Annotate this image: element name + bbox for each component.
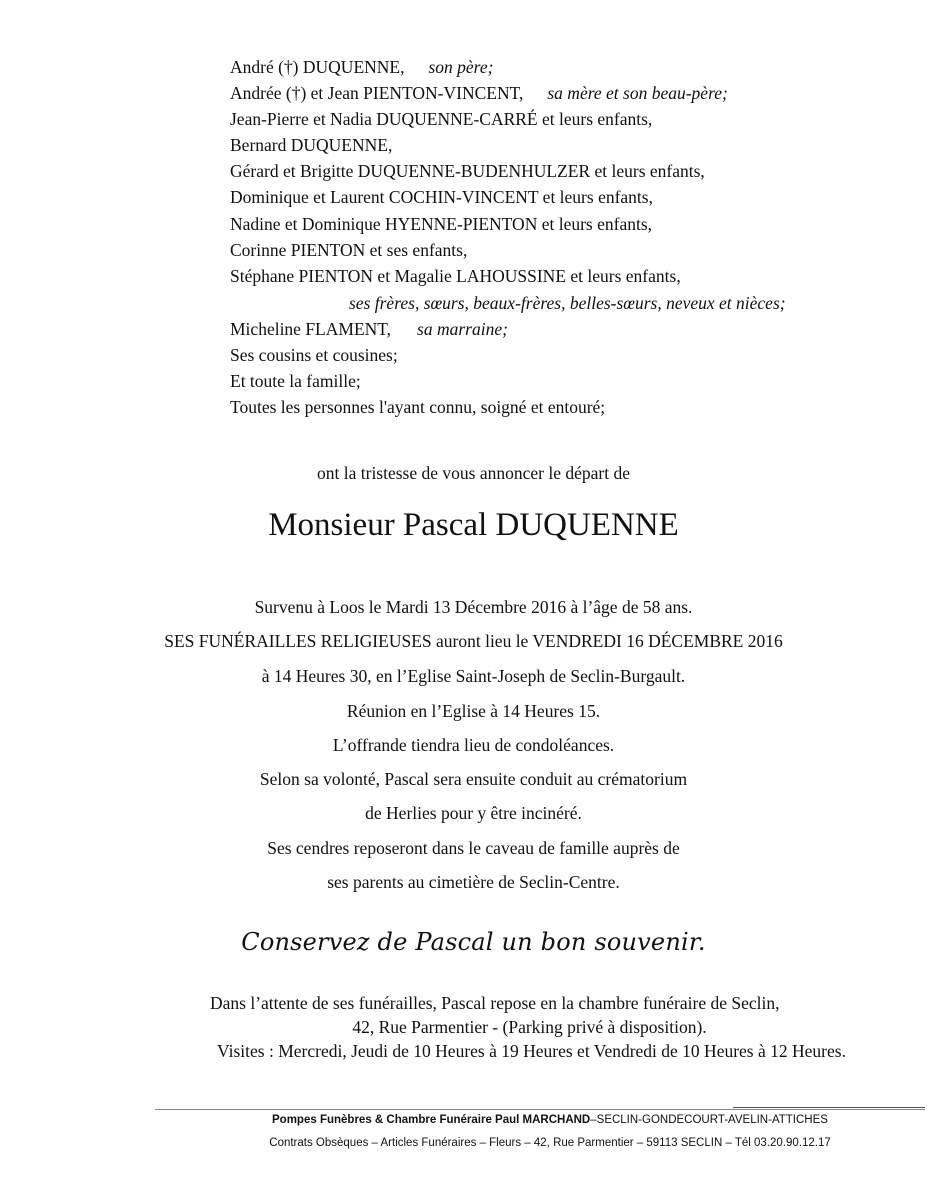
detail-line: Selon sa volonté, Pascal sera ensuite conduit au crématorium bbox=[259, 769, 688, 789]
detail-line: de Herlies pour y être incinéré. bbox=[365, 803, 582, 823]
announcement: ont la tristesse de vous annoncer le départ de bbox=[317, 463, 630, 483]
detail-line: ses parents au cimetière de Seclin-Centre. bbox=[327, 872, 620, 892]
detail-line: SES FUNÉRAILLES RELIGIEUSES auront lieu le VENDREDI 16 DÉCEMBRE 2016 bbox=[164, 631, 783, 651]
detail-line: Survenu à Loos le Mardi 13 Décembre 2016 à l’âge de 58 ans. bbox=[254, 597, 693, 617]
family-line: Dominique et Laurent COCHIN-VINCENT et leurs enfants, bbox=[230, 187, 653, 207]
footer-contact-line: Contrats Obsèques – Articles Funéraires – Fleurs – 42, Rue Parmentier – 59113 SECLIN – Tél 03.20.90.12.17 bbox=[269, 1137, 831, 1149]
family-line: Toutes les personnes l'ayant connu, soigné et entouré; bbox=[230, 397, 606, 417]
footer-company-line bbox=[0, 1114, 947, 1126]
family-line: Micheline FLAMENT, sa marraine; bbox=[230, 319, 508, 339]
family-line: Bernard DUQUENNE, bbox=[230, 135, 393, 155]
company-towns: –SECLIN-GONDECOURT-AVELIN-ATTICHES bbox=[590, 1114, 828, 1126]
visit-line: Dans l’attente de ses funérailles, Pascal repose en la chambre funéraire de Seclin, bbox=[210, 993, 780, 1013]
visit-line: 42, Rue Parmentier - (Parking privé à disposition). bbox=[352, 1017, 707, 1037]
detail-line: L’offrande tiendra lieu de condoléances. bbox=[332, 735, 615, 755]
visit-line: Visites : Mercredi, Jeudi de 10 Heures à 19 Heures et Vendredi de 10 Heures à 12 Heures. bbox=[217, 1041, 846, 1061]
family-line: Jean-Pierre et Nadia DUQUENNE-CARRÉ et leurs enfants, bbox=[230, 109, 653, 129]
family-line: Ses cousins et cousines; bbox=[230, 345, 398, 365]
family-line: Andrée (†) et Jean PIENTON-VINCENT, sa mère et son beau-père; bbox=[230, 83, 728, 103]
detail-line: Ses cendres reposeront dans le caveau de famille auprès de bbox=[267, 838, 680, 858]
footer-rule bbox=[155, 1109, 925, 1110]
company-name: Pompes Funèbres & Chambre Funéraire Paul MARCHAND bbox=[272, 1114, 591, 1126]
footer-rule-accent bbox=[733, 1107, 925, 1108]
family-line: Et toute la famille; bbox=[230, 371, 361, 391]
family-line: Corinne PIENTON et ses enfants, bbox=[230, 240, 468, 260]
family-line: Stéphane PIENTON et Magalie LAHOUSSINE et leurs enfants, bbox=[230, 266, 681, 286]
family-line: Nadine et Dominique HYENNE-PIENTON et leurs enfants, bbox=[230, 214, 653, 234]
detail-line: Réunion en l’Eglise à 14 Heures 15. bbox=[346, 701, 601, 721]
deceased-name: Monsieur Pascal DUQUENNE bbox=[268, 507, 679, 543]
detail-line: à 14 Heures 30, en l’Eglise Saint-Joseph de Seclin-Burgault. bbox=[261, 666, 686, 686]
family-line: Gérard et Brigitte DUQUENNE-BUDENHULZER et leurs enfants, bbox=[230, 161, 705, 181]
family-line: ses frères, sœurs, beaux-frères, belles-sœurs, neveux et nièces; bbox=[349, 293, 786, 313]
souvenir-line: Conservez de Pascal un bon souvenir. bbox=[241, 928, 706, 956]
family-line: André (†) DUQUENNE, son père; bbox=[230, 57, 494, 77]
